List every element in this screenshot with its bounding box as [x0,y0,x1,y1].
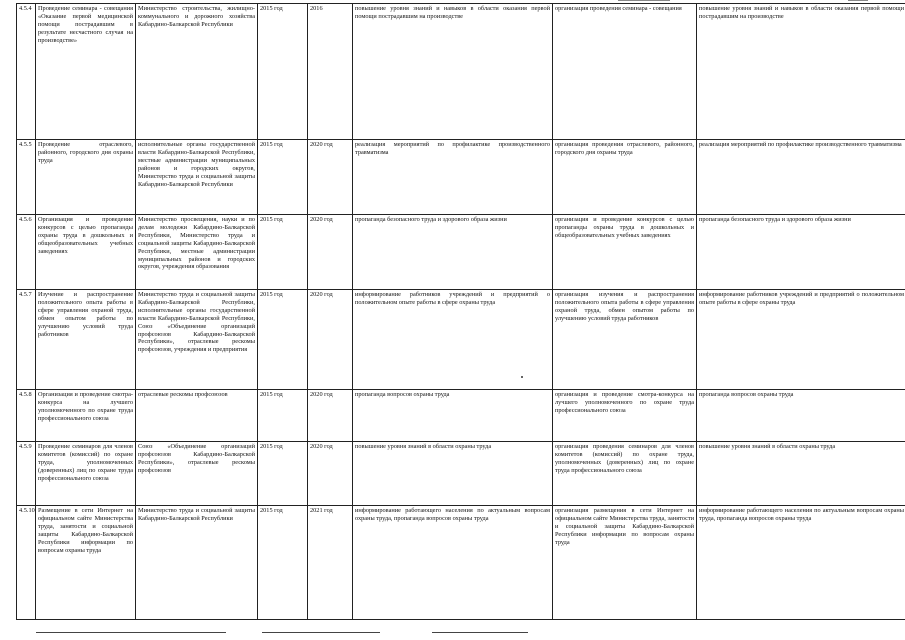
main-activities: организация и проведение конкурсов с целью пропаганды охраны труда в дошкольных и общеобразовательных учебных заведениях [553,215,697,290]
row-number: 4.5.5 [17,140,36,215]
end-year: 2016 [308,4,353,140]
start-year: 2015 год [258,390,308,442]
row-number: 4.5.8 [17,390,36,442]
row-number: 4.5.9 [17,442,36,506]
responsible-executor: Союз «Объединение организаций профсоюзов Кабардино-Балкарской Республики», отраслевые рескомы профсоюзов [136,442,258,506]
start-year: 2015 год [258,215,308,290]
table-row [17,390,905,442]
footer-rule [36,632,226,633]
row-number: 4.5.7 [17,290,36,390]
expected-result: информирование работников учреждений и предприятий о положительном опыте работы в сфере охраны труда [353,290,553,390]
start-year: 2015 год [258,290,308,390]
table-row [17,140,905,215]
top-edge-mark [848,0,868,1]
expected-result: реализация мероприятий по профилактике производственного травматизма [353,140,553,215]
table-row [17,215,905,290]
expected-result: повышение уровня знаний в области охраны труда [353,442,553,506]
responsible-executor: Министерство труда и социальной защиты Кабардино-Балкарской Республики, исполнительные органы государственной власти Кабардино-Балкарской Республики, Союз «Объединение организаций профсоюзов Кабардино-Балкарской Республики», отраслевые рескомы профсоюзов, учреждения и предприятия [136,290,258,390]
event-name: Организация и проведение смотра-конкурса на лучшего уполномоченного по охране труда профессионального союза [36,390,136,442]
table-row [17,506,905,620]
end-year: 2020 год [308,290,353,390]
row-number: 4.5.10 [17,506,36,620]
footer-rule [262,632,380,633]
indicator-link: пропаганда вопросов охраны труда [697,390,905,442]
responsible-executor: Министерство просвещения, науки и по делам молодежи Кабардино-Балкарской Республики, Министерство труда и социальной защиты Кабардино-Балкарской Республики, местные администрации муниципальных районов и городских округов, учреждения образования [136,215,258,290]
event-name: Проведение семинара - совещания «Оказание первой медицинской помощи пострадавшим в результате несчастного случая на производстве» [36,4,136,140]
responsible-executor: Министерство строительства, жилищно-коммунального и дорожного хозяйства Кабардино-Балкарской Республики [136,4,258,140]
expected-result: пропаганда вопросов охраны труда [353,390,553,442]
main-activities: организация и проведение смотра-конкурса на лучшего уполномоченного по охране труда профессионального союза [553,390,697,442]
top-edge-mark [618,0,670,1]
main-activities: организация размещения в сети Интернет на официальном сайте Министерства труда, занятости и социальной защиты Кабардино-Балкарской Республики информации по вопросам охраны труда [553,506,697,620]
start-year: 2015 год [258,442,308,506]
event-name: Проведение семинаров для членов комитетов (комиссий) по охране труда, уполномоченных (доверенных) лиц по охране труда профессионального союза [36,442,136,506]
start-year: 2015 год [258,506,308,620]
indicator-link: пропаганда безопасного труда и здорового образа жизни [697,215,905,290]
row-number: 4.5.6 [17,215,36,290]
event-name: Проведение отраслевого, районного, городского дня охраны труда [36,140,136,215]
start-year: 2015 год [258,140,308,215]
end-year: 2020 год [308,140,353,215]
expected-result: повышение уровня знаний и навыков в области оказания первой помощи пострадавшим на производстве [353,4,553,140]
main-activities: организация проведения отраслевого, районного, городского дня охраны труда [553,140,697,215]
responsible-executor: Министерство труда и социальной защиты Кабардино-Балкарской Республики [136,506,258,620]
end-year: 2020 год [308,442,353,506]
responsible-executor: отраслевые рескомы профсоюзов [136,390,258,442]
indicator-link: повышение уровня знаний и навыков в области оказания первой помощи пострадавшим на производстве [697,4,905,140]
table-row [17,442,905,506]
table-row [17,290,905,390]
row-number: 4.5.4 [17,4,36,140]
indicator-link: информирование работников учреждений и предприятий о положительном опыте работы в сфере охраны труда [697,290,905,390]
indicator-link: повышение уровня знаний в области охраны труда [697,442,905,506]
scan-speck [521,376,523,378]
footer-rule [432,632,528,633]
main-activities: организация проведения семинаров для членов комитетов (комиссий) по охране труда, уполномоченных (доверенных) лиц по охране труда профессионального союза [553,442,697,506]
indicator-link: реализация мероприятий по профилактике производственного травматизма [697,140,905,215]
main-activities: организация проведения семинара - совещания [553,4,697,140]
event-name: Организация и проведение конкурсов с целью пропаганды охраны труда в дошкольных и общеобразовательных учебных заведениях [36,215,136,290]
start-year: 2015 год [258,4,308,140]
end-year: 2020 год [308,215,353,290]
indicator-link: информирование работающего населения по актуальным вопросам охраны труда, пропаганда вопросов охраны труда [697,506,905,620]
responsible-executor: исполнительные органы государственной власти Кабардино-Балкарской Республики, местные администрации муниципальных районов и городских округов, Министерство труда и социальной защиты Кабардино-Балкарской Республики [136,140,258,215]
main-activities: организация изучения и распространения положительного опыта работы в сфере управления охраной труда, обмен опытом работы по улучшению условий труда работников [553,290,697,390]
measures-table [16,3,905,620]
event-name: Размещение в сети Интернет на официальном сайте Министерства труда, занятости и социальной защиты Кабардино-Балкарской Республики информации по вопросам охраны труда [36,506,136,620]
end-year: 2021 год [308,506,353,620]
end-year: 2020 год [308,390,353,442]
expected-result: информирование работающего населения по актуальным вопросам охраны труда, пропаганда вопросов охраны труда [353,506,553,620]
event-name: Изучение и распространение положительного опыта работы в сфере управления охраной труда, обмен опытом работы по улучшению условий труда работников [36,290,136,390]
table-row [17,4,905,140]
expected-result: пропаганда безопасного труда и здорового образа жизни [353,215,553,290]
